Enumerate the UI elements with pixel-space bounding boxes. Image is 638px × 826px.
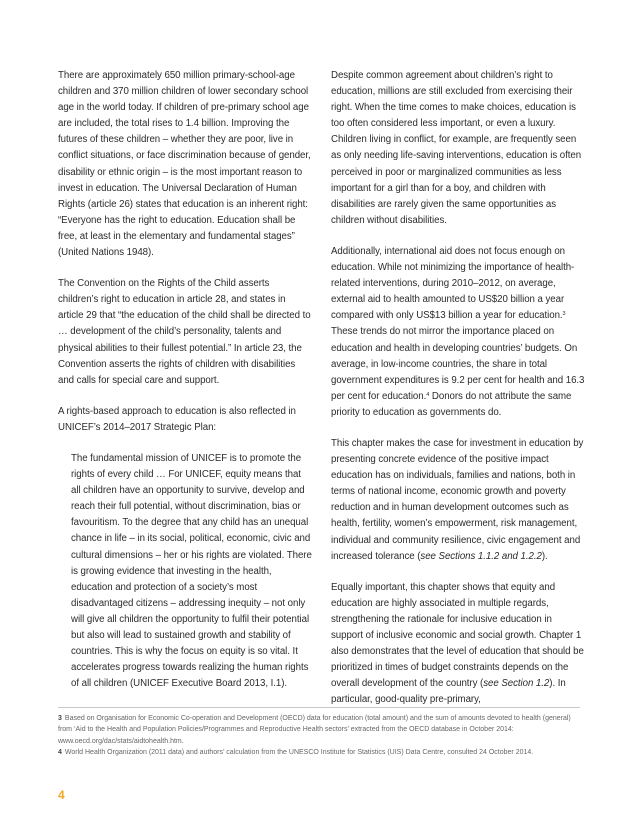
section-reference[interactable]: see Sections 1.1.2 and 1.2.2: [420, 550, 542, 562]
paragraph-equity-education: [331, 580, 585, 709]
footnotes: [58, 707, 580, 759]
text-span: Equally important, this chapter shows that equity and education are highly associated in multiple regards, strengthening the rationale for inclusive education in support of inclusive economic and social growth. Chapter 1 also demonstrates that the level of education that should be prioritized in times of budget constraints depends on the overall development of the country (: [331, 581, 584, 690]
left-column: [58, 68, 312, 692]
text-span: ).: [541, 550, 548, 562]
footnote-4: [58, 747, 580, 758]
footnote-ref-4[interactable]: 4: [426, 391, 430, 398]
page-number: 4: [58, 788, 65, 802]
footnote-ref-3[interactable]: 3: [562, 311, 566, 318]
paragraph-convention-rights: The Convention on the Rights of the Child asserts children’s right to education in article 28, and states in article 29 that “the education of the child shall be directed to … development of the child’s personality, talents and physical abilities to their fullest potential.” In article 23, the Convention asserts the rights of children with disabilities and calls for special care and support.: [58, 278, 311, 386]
block-quote-unicef-mission: The fundamental mission of UNICEF is to promote the rights of every child … For UNICEF, equity means that all children have an opportunity to survive, develop and reach their full potential, without discrimination, bias or favouritism. To the degree that any child has an unequal chance in life – in its social, political, economic, civic and cultural dimensions – her or his rights are violated. There is growing evidence that investing in the health, education and protection of a society’s most disadvantaged citizens – addressing inequity – not only will give all children the opportunity to fulfil their potential but also will lead to sustained growth and stability of countries. This is why the focus on equity is so vital. It accelerates progress towards realizing the human rights of all children (UNICEF Executive Board 2013, I.1).: [71, 452, 312, 690]
paragraph-world-children: There are approximately 650 million primary-school-age children and 370 million children of lower secondary school age in the world today. If children of pre-primary school age are included, the total rises to 1.4 billion. Improving the futures of these children – whether they are poor, live in conflict situations, or face discrimination because of gender, disability or ethnic origin – is the most important reason to invest in education. The Universal Declaration of Human Rights (article 26) states that education is an inherent right: “Everyone has the right to education. Education shall be free, at least in the elementary and fundamental stages” (United Nations 1948).: [58, 70, 311, 259]
text-span: Additionally, international aid does not focus enough on education. While not minimizing the importance of health-related interventions, during 2010–2012, on average, external aid to health amounted to US$20 billion a year compared with only US$13 billion a year for education.: [331, 245, 575, 322]
paragraph-chapter-case: [331, 436, 585, 565]
right-column: [331, 68, 585, 723]
text-span: This chapter makes the case for investment in education by presenting concrete evidence of the positive impact education has on individuals, families and nations, both in terms of national income, economic growth and poverty reduction and in human development outcomes such as health, fertility, women’s empowerment, risk management, individual and community resilience, civic engagement and increased tolerance (: [331, 437, 584, 562]
text-span: These trends do not mirror the importance placed on education and health in developing countries’ budgets. On average, in low-income countries, the share in total government expenditures is 9.2 per cent for health and 16.3 per cent for education.: [331, 326, 585, 402]
section-reference[interactable]: see Section 1.2: [483, 678, 550, 690]
footnote-number: 3: [58, 715, 62, 722]
footnote-number: 4: [58, 749, 62, 757]
footnote-text: World Health Organization (2011 data) and authors’ calculation from the UNESCO Institute for Statistics (UIS) Data Centre, consulted 24 October 2014.: [64, 749, 534, 757]
footnote-text: Based on Organisation for Economic Co-operation and Development (OECD) data for education (total amount) and the sum of amounts devoted to health (general) from ‘Aid to the Health and Population Policies/Programmes and Reproductive Health sectors’ extracted from the OECD database in October 2014: www.oecd.org/dac/stats/aidtohealth.htm.: [58, 715, 571, 745]
text-span: Donors do not attribute the same priority to education as governments do.: [331, 390, 572, 418]
paragraph-rights-based-approach: A rights-based approach to education is also reflected in UNICEF’s 2014–2017 Strategic Plan:: [58, 405, 296, 433]
paragraph-exclusion: Despite common agreement about children’s right to education, millions are still excluded from exercising their right. When the time comes to make choices, education is too often considered less important, or even a luxury. Children living in conflict, for example, are frequently seen as only needing life-saving interventions, education is often perceived in poor or marginalized communities as less important for a girl than for a boy, and children with disabilities are rarely given the same opportunities as children without disabilities.: [331, 70, 582, 226]
text-span: ). In particular, good-quality pre-primary,: [331, 678, 566, 706]
footnote-3: [58, 713, 580, 747]
paragraph-international-aid: [331, 244, 585, 421]
